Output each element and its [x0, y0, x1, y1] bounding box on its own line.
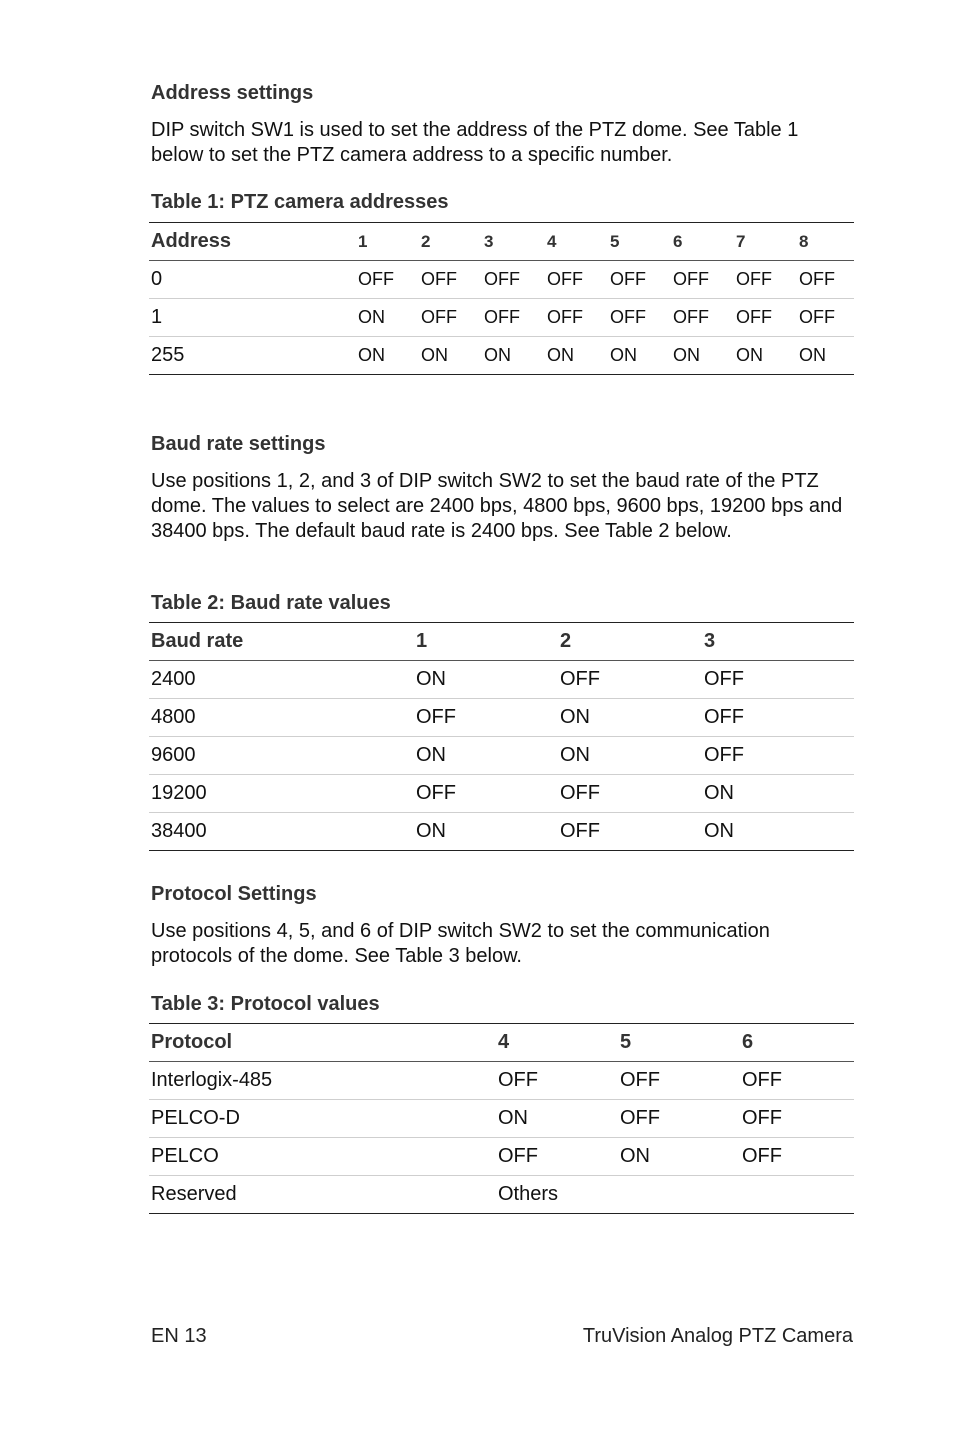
table-cell: Interlogix-485 [149, 1062, 496, 1100]
table-cell: OFF [496, 1062, 618, 1100]
column-header: 6 [740, 1024, 854, 1062]
baud-rate-settings-paragraph: Use positions 1, 2, and 3 of DIP switch SW2 to set the baud rate of the PTZ dome. The values to select are 2400 bps, 4800 bps, 9600 bps, 19200 bps and 38400 bps. The default baud rate is 2400 bps. See Table 2 below. [151, 470, 843, 542]
table-cell: 9600 [149, 737, 414, 775]
table-cell: OFF [734, 261, 797, 299]
table-cell: OFF [356, 261, 419, 299]
table-cell: OFF [740, 1062, 854, 1100]
column-header: 5 [608, 223, 671, 261]
table-cell: ON [356, 299, 419, 337]
column-header: 2 [558, 623, 702, 661]
table-cell: ON [558, 699, 702, 737]
table-header-row [149, 623, 854, 661]
protocol-settings-paragraph: Use positions 4, 5, and 6 of DIP switch SW2 to set the communication protocols of the dome. See Table 3 below. [151, 920, 770, 967]
table-cell: OFF [414, 699, 558, 737]
table-cell: OFF [558, 775, 702, 813]
ptz-address-table [149, 222, 854, 375]
column-header: 4 [545, 223, 608, 261]
table-2-caption: Table 2: Baud rate values [151, 592, 391, 614]
table-cell: ON [484, 345, 511, 365]
table-cell: 38400 [151, 820, 207, 842]
table-cell: OFF [797, 299, 854, 337]
table-row [149, 661, 854, 699]
column-header: Baud rate [149, 623, 414, 661]
table-cell: OFF [608, 261, 671, 299]
address-settings-heading: Address settings [151, 82, 314, 104]
column-header: 3 [482, 223, 545, 261]
protocol-table [149, 1023, 854, 1214]
table-cell: OFF [414, 775, 558, 813]
column-header: 3 [702, 623, 854, 661]
column-header: 1 [356, 223, 419, 261]
table-cell: ON [414, 661, 558, 699]
protocol-settings-heading: Protocol Settings [151, 883, 317, 905]
table-row [149, 1138, 854, 1176]
baud-rate-table [149, 622, 854, 851]
table-cell: OFF [702, 737, 854, 775]
column-header: 1 [414, 623, 558, 661]
table-cell: OFF [545, 261, 608, 299]
table-cell: OFF [419, 261, 482, 299]
table-cell: OFF [671, 261, 734, 299]
table-header-row [149, 223, 854, 261]
table-header-row [149, 1024, 854, 1062]
table-cell: OFF [545, 299, 608, 337]
table-cell: ON [421, 345, 448, 365]
table-row [149, 737, 854, 775]
table-cell: ON [704, 820, 734, 842]
table-cell: ON [414, 737, 558, 775]
table-cell: OFF [618, 1100, 740, 1138]
table-cell: OFF [797, 261, 854, 299]
page-number: EN 13 [151, 1325, 207, 1347]
table-row [149, 1176, 854, 1214]
table-cell: ON [558, 737, 702, 775]
table-cell: 19200 [149, 775, 414, 813]
table-cell: ON [799, 345, 826, 365]
table-cell: PELCO [149, 1138, 496, 1176]
table-cell: ON [358, 345, 385, 365]
address-settings-paragraph: DIP switch SW1 is used to set the address of the PTZ dome. See Table 1 below to set the PTZ camera address to a specific number. [151, 119, 799, 166]
column-header: 4 [496, 1024, 618, 1062]
table-cell: 1 [149, 299, 356, 337]
table-cell: ON [496, 1100, 618, 1138]
table-cell: OFF [560, 820, 600, 842]
column-header: Protocol [149, 1024, 496, 1062]
table-cell: 0 [149, 261, 356, 299]
table-cell: OFF [702, 661, 854, 699]
table-cell: ON [736, 345, 763, 365]
table-cell: OFF [671, 299, 734, 337]
column-header: 7 [734, 223, 797, 261]
table-cell: OFF [419, 299, 482, 337]
table-cell: ON [673, 345, 700, 365]
table-cell: OFF [734, 299, 797, 337]
table-cell: PELCO-D [149, 1100, 496, 1138]
table-row [149, 261, 854, 299]
table-row [149, 699, 854, 737]
table-cell: 255 [151, 344, 185, 366]
table-cell: Reserved [151, 1183, 237, 1205]
table-cell: ON [610, 345, 637, 365]
table-row [149, 337, 854, 375]
table-row [149, 1100, 854, 1138]
table-cell: ON [547, 345, 574, 365]
table-row [149, 1062, 854, 1100]
table-cell: ON [702, 775, 854, 813]
column-header: 8 [797, 223, 854, 261]
table-cell: ON [416, 820, 446, 842]
column-header: 5 [618, 1024, 740, 1062]
table-row [149, 299, 854, 337]
table-cell: ON [618, 1138, 740, 1176]
document-title: TruVision Analog PTZ Camera [582, 1325, 853, 1347]
table-cell: OFF [496, 1138, 618, 1176]
table-cell: OFF [702, 699, 854, 737]
table-row [149, 775, 854, 813]
table-cell: OFF [618, 1062, 740, 1100]
table-cell: Others [498, 1183, 559, 1205]
table-row [149, 813, 854, 851]
table-cell: OFF [482, 261, 545, 299]
table-1-caption: Table 1: PTZ camera addresses [151, 191, 449, 213]
column-header: Address [149, 223, 356, 261]
table-cell: OFF [740, 1138, 854, 1176]
table-cell: OFF [482, 299, 545, 337]
column-header: 6 [671, 223, 734, 261]
baud-rate-settings-heading: Baud rate settings [151, 433, 326, 455]
table-3-caption: Table 3: Protocol values [151, 993, 380, 1015]
table-cell: 4800 [149, 699, 414, 737]
table-cell: OFF [608, 299, 671, 337]
table-cell: 2400 [149, 661, 414, 699]
table-cell: OFF [740, 1100, 854, 1138]
column-header: 2 [419, 223, 482, 261]
table-cell: OFF [558, 661, 702, 699]
